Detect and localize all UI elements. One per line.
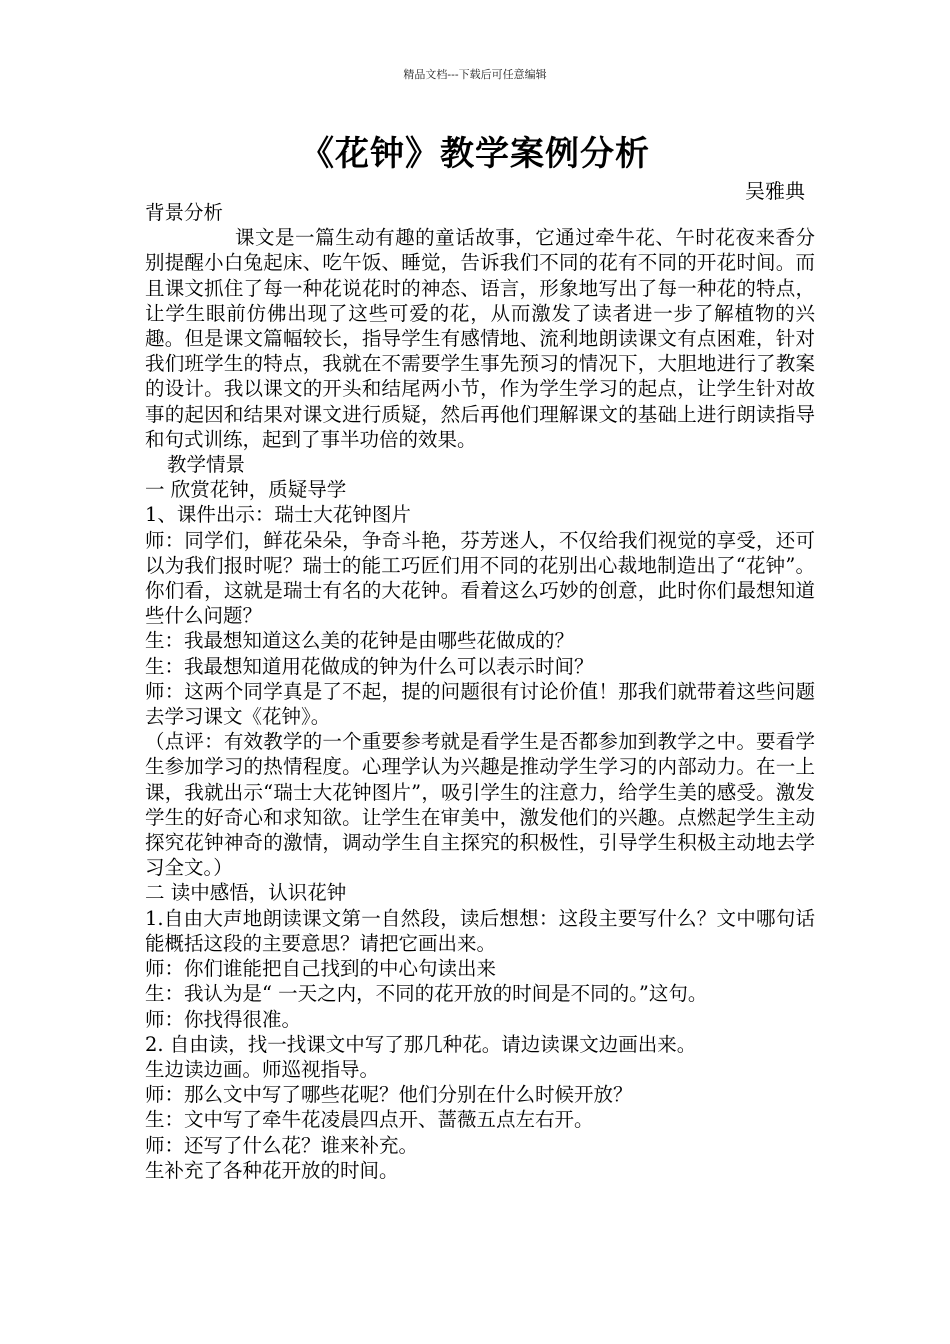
activity-line: 生边读边画。师巡视指导。 [145, 1057, 380, 1081]
part-two-heading: 二 读中感悟，认识花钟 [145, 881, 347, 905]
document-body [145, 200, 815, 1183]
background-paragraph: 课文是一篇生动有趣的童话故事，它通过牵牛花、午时花夜来香分别提醒小白兔起床、吃午饭、睡觉，告诉我们不同的花有不同的开花时间。而且课文抓住了每一种花说花时的神态、语言，形象地写出了每一种花的特点，让学生眼前仿佛出现了这些可爱的花，从而激发了读者进一步了解植物的兴趣。但是课文篇幅较长，指导学生有感情地、流利地朗读课文有点困难，针对我们班学生的特点，我就在不需要学生事先预习的情况下，大胆地进行了教案的设计。我以课文的开头和结尾两小节，作为学生学习的起点，让学生针对故事的起因和结果对课文进行质疑，然后再他们理解课文的基础上进行朗读指导和句式训练，起到了事半功倍的效果。 [145, 226, 815, 451]
teacher-line: 师：同学们，鲜花朵朵，争奇斗艳，芬芳迷人，不仅给我们视觉的享受，还可以为我们报时呢？瑞士的能工巧匠们用不同的花别出心裁地制造出了“花钟”。你们看，这就是瑞士有名的大花钟。看着这么巧妙的创意，此时你们最想知道些什么问题？ [145, 528, 815, 628]
step-two-1: 1.自由大声地朗读课文第一自然段，读后想想：这段主要写什么？文中哪句话能概括这段的主要意思？请把它画出来。 [145, 906, 815, 955]
teacher-line: 师：你找得很准。 [145, 1007, 302, 1031]
student-line: 生：文中写了牵牛花凌晨四点开、蔷薇五点左右开。 [145, 1108, 594, 1132]
teacher-line: 师：这两个同学真是了不起，提的问题很有讨论价值！那我们就带着这些问题去学习课文《花钟》。 [145, 679, 815, 729]
author-name: 吴雅典 [745, 179, 805, 203]
student-line: 生：我最想知道用花做成的钟为什么可以表示时间？ [145, 654, 594, 678]
teacher-line: 师：那么文中写了哪些花呢？他们分别在什么时候开放？ [145, 1083, 633, 1107]
step-one-1: 1、课件出示：瑞士大花钟图片 [145, 503, 411, 527]
document-title: 《花钟》教学案例分析 [300, 134, 650, 174]
part-one-heading: 一 欣赏花钟，质疑导学 [145, 478, 347, 502]
section-heading-teaching: 教学情景 [167, 453, 246, 477]
commentary-paragraph: （点评：有效教学的一个重要参考就是看学生是否都参加到教学之中。要看学生参加学习的热情程度。心理学认为兴趣是推动学生学习的内部动力。在一上课，我就出示“瑞士大花钟图片”，吸引学生的注意力，给学生美的感受。激发学生的好奇心和求知欲。让学生在审美中，激发他们的兴趣。点燃起学生主动探究花钟神奇的激情，调动学生自主探究的积极性，引导学生积极主动地去学习全文。） [145, 730, 815, 880]
step-two-2: 2. 自由读，找一找课文中写了那几种花。请边读课文边画出来。 [145, 1032, 697, 1056]
page-header-note: 精品文档---下载后可任意编辑 [403, 68, 547, 81]
student-line: 生：我最想知道这么美的花钟是由哪些花做成的？ [145, 629, 575, 653]
teacher-line: 师：还写了什么花？谁来补充。 [145, 1133, 419, 1157]
activity-line: 生补充了各种花开放的时间。 [145, 1158, 399, 1182]
teacher-line: 师：你们谁能把自己找到的中心句读出来 [145, 957, 497, 981]
student-line: 生：我认为是“ 一天之内，不同的花开放的时间是不同的。”这句。 [145, 982, 708, 1006]
section-heading-background: 背景分析 [145, 201, 224, 224]
